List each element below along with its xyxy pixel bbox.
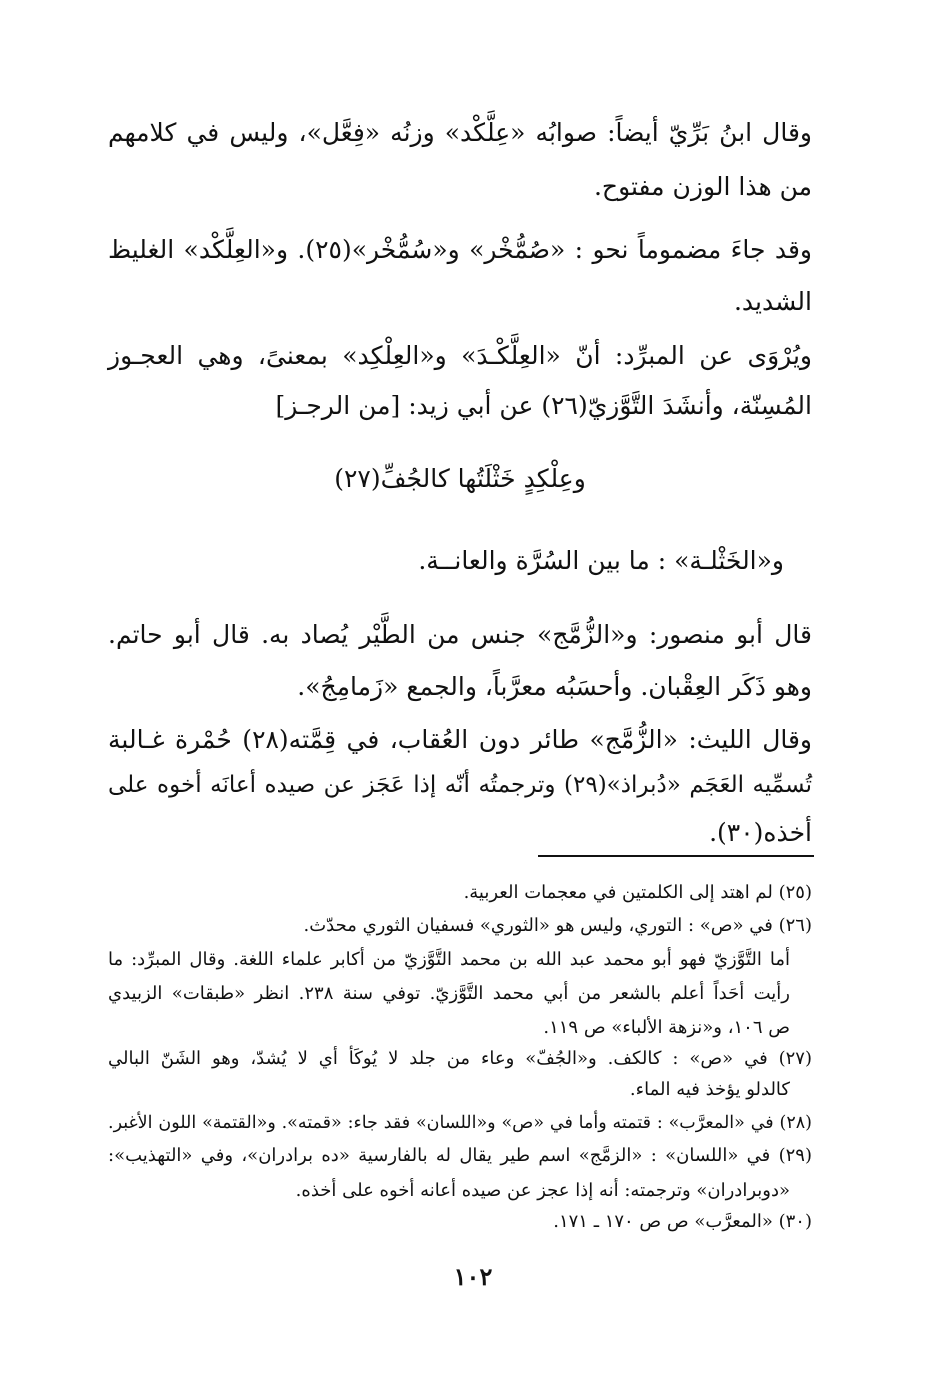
page-number: ١٠٢ bbox=[453, 1262, 493, 1291]
footnote-separator bbox=[538, 855, 814, 857]
body-line: و«الخَثْلـة» : ما بين السُرَّة والعانــة. bbox=[418, 546, 784, 575]
footnote-line: (٢٩) في «اللسان» : «الزمَّج» اسم طير يقال له بالفارسية «ده برادران»، وفي «التهذيب»: bbox=[108, 1145, 812, 1166]
footnote-line: رأيت أحَداً أعلم بالشعر من أبي محمد التَّوَّزيّ. توفي سنة ٢٣٨. انظر «طبقات» الزبيدي bbox=[108, 983, 791, 1004]
footnote-line: كالدلو يؤخذ فيه الماء. bbox=[629, 1079, 790, 1100]
footnote-line: (٢٨) في «المعرَّب» : قتمته وأما في «ص» و«اللسان» فقد جاء: «قمته». و«القتمة» اللون الأغبر. bbox=[108, 1113, 812, 1133]
body-line: أخذه(٣٠). bbox=[709, 818, 812, 847]
footnote-line: (٣٠) «المعرَّب» ص ص ١٧٠ ـ ١٧١. bbox=[553, 1211, 812, 1232]
body-line: المُسِنّة، وأنشَدَ التَّوَّزيّ(٢٦) عن أبي زيد: [من الرجـز] bbox=[275, 391, 812, 420]
body-line: ويُرْوَى عن المبرِّد: أنّ «العِلَّكْـدَ» و«العِلْكِد» بمعنىً، وهي العجـوز bbox=[108, 341, 812, 370]
footnote-line: «دوبرادران» وترجمته: أنه إذا عجز عن صيده أعانه أخوه على أخذه. bbox=[295, 1180, 790, 1201]
footnote-line: (٢٥) لم اهتد إلى الكلمتين في معجمات العربية. bbox=[463, 882, 812, 903]
body-line: الشديد. bbox=[733, 287, 812, 316]
footnote-line: (٢٦) في «ص» : التوري، وليس هو «الثوري» فسفيان الثوري محدّث. bbox=[303, 915, 812, 936]
body-line: وقال ابنُ بَرِّيّ أيضاً: صوابُه «عِلَّكْد» وزنُه «فِعَّل»، وليس في كلامهم bbox=[108, 118, 812, 147]
body-line: من هذا الوزن مفتوح. bbox=[593, 172, 812, 201]
body-line: وقد جاءَ مضموماً نحو : «صُمُّخْر» و«سُمُّخْر»(٢٥). و«العِلَّكْد» الغليظ bbox=[108, 235, 812, 264]
footnote-line: أما التَّوَّزيّ فهو أبو محمد عبد الله بن محمد التَّوَّزيّ من أكابر علماء اللغة. وقال المبرِّد: ما bbox=[108, 949, 790, 970]
body-line: وهو ذَكَر العِقْبان. وأحسَبُه معرَّباً، والجمع «زَمامِجُ». bbox=[297, 672, 812, 701]
verse-line: وعِلْكِدٍ خَثْلَتُها كالجُفِّ(٢٧) bbox=[334, 464, 586, 493]
body-line: تُسمِّيه العَجَم «دُبراذ»(٢٩) وترجمتُه أنّه إذا عَجَز عن صيده أعانَه أخوه على bbox=[108, 772, 813, 798]
footnote-line: ص ١٠٦، و«نزهة الألباء» ص ١١٩. bbox=[543, 1017, 790, 1038]
body-line: وقال الليث: «الزُّمَّج» طائر دون العُقاب، في قِمَّته(٢٨) حُمْرة غـالبة bbox=[108, 725, 812, 754]
footnote-line: (٢٧) في «ص» : كالكف. و«الجُفّ» وعاء من جلد لا يُوكَأ أي لا يُشدّ، وهو الشَنّ البالي bbox=[108, 1048, 812, 1069]
body-line: قال أبو منصور: و«الزُّمَّج» جنس من الطَّيْر يُصاد به. قال أبو حاتم. bbox=[108, 620, 812, 649]
